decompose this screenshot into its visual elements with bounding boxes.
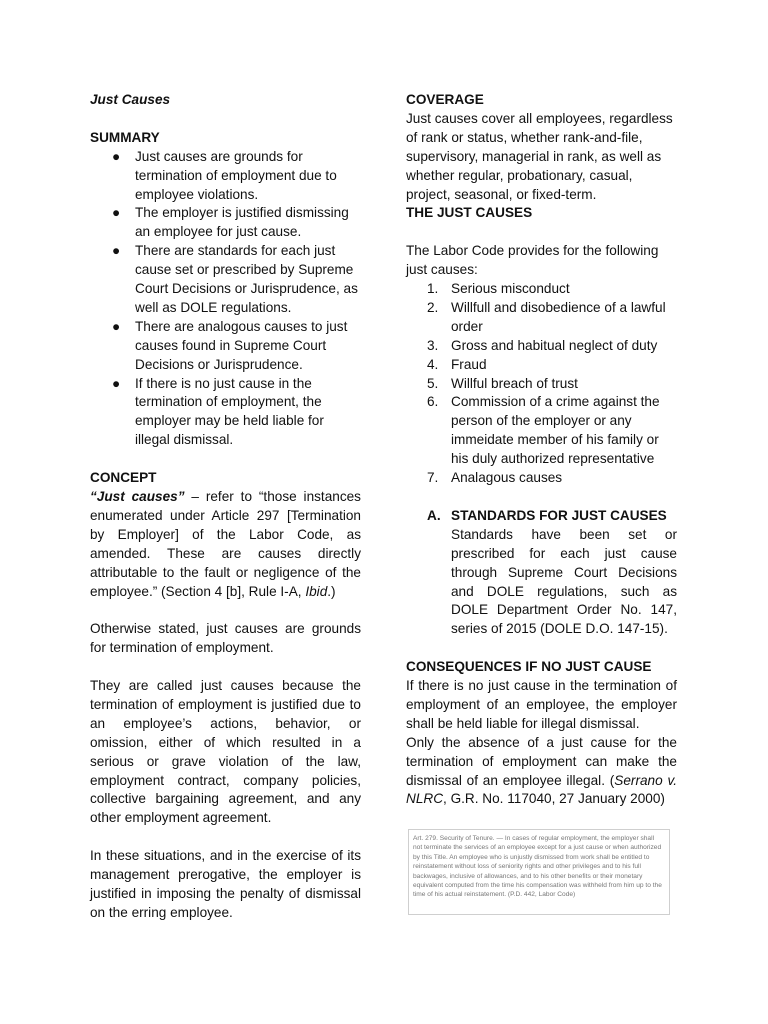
called-paragraph: They are called just causes because the termination of employment is justified due to an employee’s actions, behavior, or omission, either of which resulted in a serious or grave violation of the law, employment contract, company policies, collective bargaining agreement, and any other employment agreement. [90,678,361,826]
left-column [90,91,361,923]
list-item: 1. Serious misconduct [427,281,570,297]
list-item: 3. Gross and habitual neglect of duty [427,337,658,353]
list-item: ● If there is no just cause in the termination of employment, the employer may be held liable for illegal dismissal. [112,375,324,448]
causes-list [406,280,677,488]
list-item: 6. Commission of a crime against the person of the employer or any immeidate member of his family or his duly authorized representative [427,394,660,467]
standards-section [406,507,677,639]
bullet-icon: ● [112,375,121,391]
list-item: ● The employer is justified dismissing an employee for just cause. [112,205,349,240]
bullet-icon: ● [112,318,121,334]
otherwise-paragraph: Otherwise stated, just causes are grounds for termination of employment. [90,621,361,656]
consequences-paragraph-1: If there is no just cause in the termination of employment of an employee, the employer shall be held liable for illegal dismissal. [406,678,677,731]
situations-paragraph: In these situations, and in the exercise of its management prerogative, the employer is justified in imposing the penalty of dismissal on the erring employee. [90,848,361,920]
consequences-paragraph-2: Only the absence of a just cause for the termination of employment can make the dismissal of an employee illegal. (Serrano v. NLRC, G.R. No. 117040, 27 January 2000) [406,734,678,807]
list-item: 7. Analagous causes [427,470,563,486]
consequences-heading: CONSEQUENCES IF NO JUST CAUSE [406,659,652,675]
article-excerpt-box: Art. 279. Security of Tenure. — In cases of regular employment, the employer shall not terminate the services of an employee except for a just cause or when authorized by this Title. An employee who is unjustly dismissed from work shall be entitled to reinstatement without loss of seniority rights and other privileges and to his full backwages, inclusive of allowances, and to his other benefits or their monetary equivalent computed from the time his compensation was withheld from him up to the time of his actual reinstatement. (P.D. 442, Labor Code) [408,829,670,915]
summary-list [90,148,361,451]
list-item: 5. Willful breach of trust [427,375,578,391]
right-column [406,91,677,809]
list-item: 2. Willfull and disobedience of a lawful order [427,299,666,334]
list-item: ● There are standards for each just cause set or prescribed by Supreme Court Decisions or Jurisprudence, as well as DOLE regulations. [112,243,358,315]
list-item: 4. Fraud [427,356,487,372]
concept-paragraph: “Just causes” – refer to “those instances enumerated under Article 297 [Termination by Employer] of the Labor Code, as amended. These are causes directly attributable to the fault or negligence of the employee.” (Section 4 [b], Rule I-A, Ibid.) [90,489,361,599]
bullet-icon: ● [112,148,121,164]
standards-paragraph: Standards have been set or prescribed for each just cause through Supreme Court Decisions and DOLE regulations, such as DOLE Department Order No. 147, series of 2015 (DOLE D.O. 147-15). [451,526,677,637]
just-causes-heading: THE JUST CAUSES [406,205,533,221]
concept-heading: CONCEPT [90,470,157,486]
case-citation: Serrano v. NLRC [406,772,678,807]
coverage-heading: COVERAGE [406,92,484,107]
standards-letter: A. [427,507,441,523]
concept-ibid: Ibid [305,583,328,599]
coverage-paragraph: Just causes cover all employees, regardless of rank or status, whether rank-and-file, supervisory, managerial in rank, as well as whether regular, probationary, casual, project, seasonal, or fixed-term. [406,110,673,202]
bullet-icon: ● [112,243,121,259]
labor-code-intro: The Labor Code provides for the following just causes: [406,243,659,278]
document-title: Just Causes [90,92,171,107]
concept-term: “Just causes” [90,489,185,504]
standards-heading: STANDARDS FOR JUST CAUSES [451,507,667,523]
list-item: ● Just causes are grounds for termination of employment due to employee violations. [112,148,337,202]
list-item: ● There are analogous causes to just causes found in Supreme Court Decisions or Jurisprudence. [112,318,348,372]
summary-heading: SUMMARY [90,129,160,145]
bullet-icon: ● [112,205,121,221]
